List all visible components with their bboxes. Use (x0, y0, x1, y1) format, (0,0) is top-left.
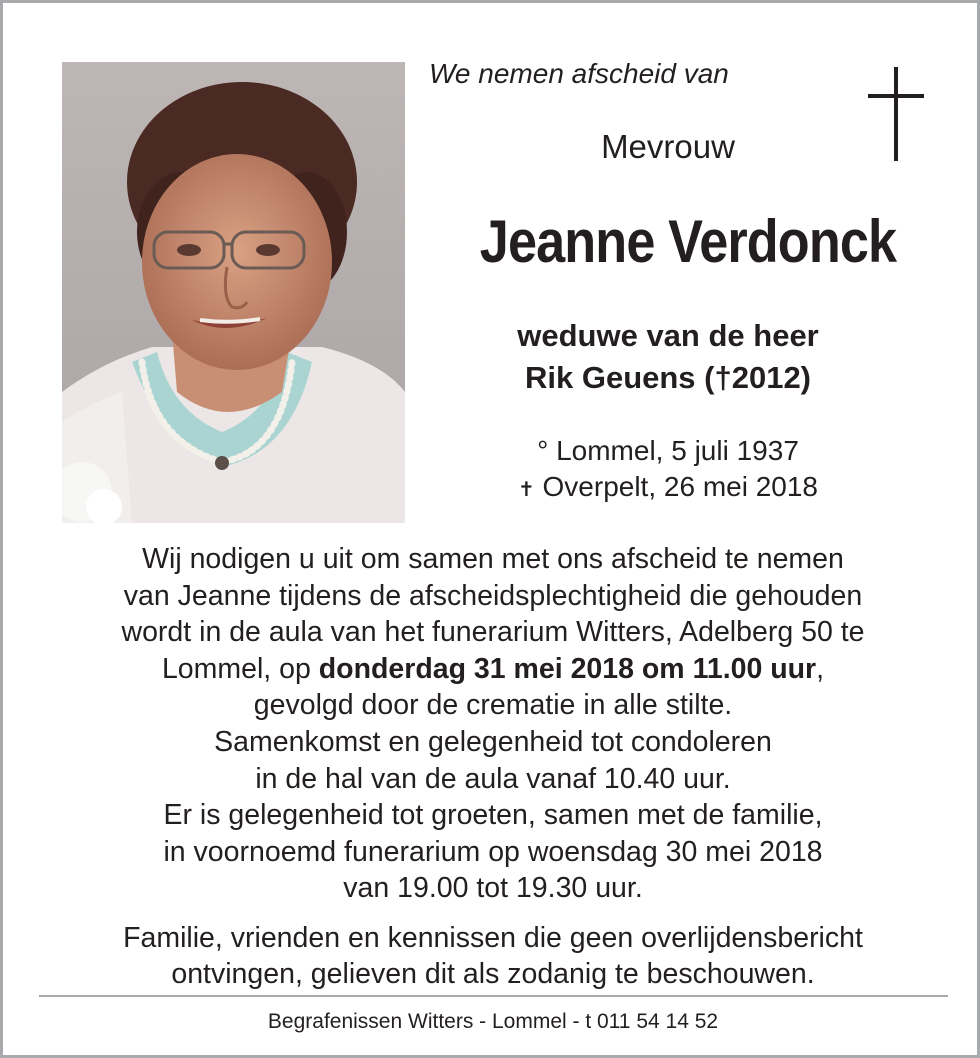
body-line: Wij nodigen u uit om samen met ons afscheid te nemen (142, 543, 844, 575)
body-line: Samenkomst en gelegenheid tot condoleren (214, 725, 772, 758)
spouse-line-1: weduwe van de heer (517, 318, 819, 353)
death-date: Overpelt, 26 mei 2018 (534, 471, 819, 502)
small-cross-icon: ✝ (517, 479, 535, 501)
body-line: in voornoemd funerarium op woensdag 30 mei 2018 (163, 835, 823, 868)
birth-date: ° Lommel, 5 juli 1937 (537, 435, 799, 466)
life-dates (433, 433, 903, 508)
closing-line: Familie, vrienden en kennissen die geen overlijdensbericht (123, 922, 863, 954)
divider (39, 995, 948, 997)
intro-line: We nemen afscheid van (429, 58, 729, 89)
death-date-line (433, 469, 903, 508)
body-line: in de hal van de aula vanaf 10.40 uur. (255, 762, 731, 795)
deceased-name: Jeanne Verdonck (479, 208, 897, 275)
closing-text (43, 920, 943, 992)
honorific: Mevrouw (601, 128, 735, 165)
spouse-info (433, 315, 903, 399)
body-line: wordt in de aula van het funerarium Witters, Adelberg 50 te (121, 616, 865, 649)
portrait-photo (62, 62, 405, 523)
body-line: Er is gelegenheid tot groeten, samen met de familie, (163, 799, 823, 832)
ceremony-date: donderdag 31 mei 2018 om 11.00 uur (318, 652, 817, 685)
funeral-home-footer: Begrafenissen Witters - Lommel - t 011 54 14 52 (267, 1010, 719, 1033)
spouse-line-2: Rik Geuens (†2012) (524, 360, 812, 395)
body-line: van 19.00 tot 19.30 uur. (343, 872, 643, 905)
ceremony-text (43, 541, 943, 907)
body-line: gevolgd door de crematie in alle stilte. (253, 689, 733, 722)
body-line-ceremony-date: Lommel, op donderdag 31 mei 2018 om 11.00 uur, (161, 652, 825, 685)
closing-line: ontvingen, gelieven dit als zodanig te beschouwen. (171, 958, 815, 990)
body-line: van Jeanne tijdens de afscheidsplechtigheid die gehouden (123, 579, 863, 612)
